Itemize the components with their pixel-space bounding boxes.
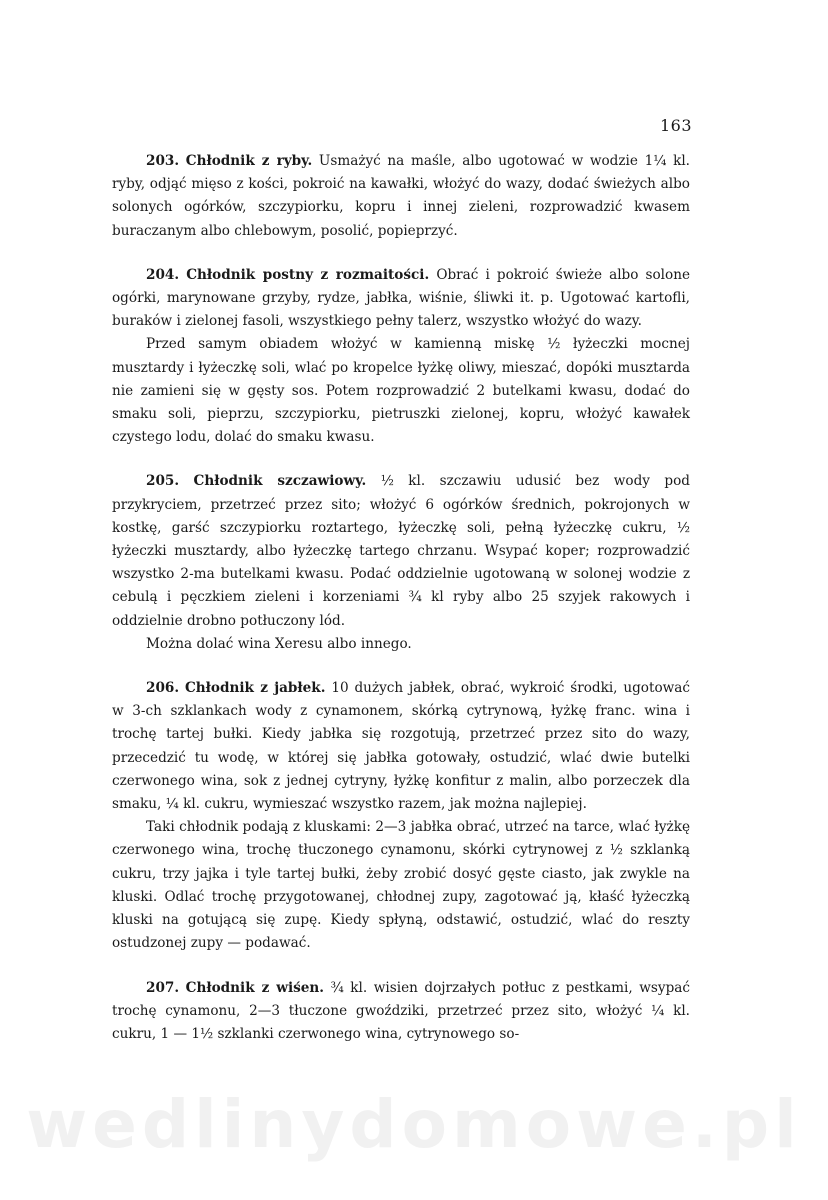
recipe-title: Chłodnik szczawiowy. [193,473,367,490]
recipe-number: 206. [146,680,180,697]
recipe-paragraph [112,150,690,243]
recipe-paragraph [112,977,690,1047]
recipe-number: 205. [146,473,180,490]
page-body [112,150,690,1067]
recipe-title: Chłodnik z jabłek. [184,680,326,697]
recipe-206 [112,677,690,955]
recipe-204 [112,264,690,450]
recipe-text: Obrać i pokroić świeże albo solone ogórki, marynowane grzyby, rydze, jabłka, wiśnie, śliwki it. p. Ugotować kartofli, buraków i zielonej fasoli, wszystkiego pełny talerz, wszystko włożyć do wazy. [112,266,691,330]
recipe-title: Chłodnik z ryby. [185,153,313,169]
recipe-paragraph [112,264,690,334]
recipe-number: 207. [146,979,180,996]
recipe-paragraph: Można dolać wina Xeresu albo innego. [146,635,412,652]
recipe-text: ¾ kl. wisien dojrzałych potłuc z pestkami, wsypać trochę cynamonu, 2—3 tłuczone gwoździki, przetrzeć przez sito, włożyć ¼ kl. cukru, 1 — 1½ szklanki czerwonego wina, cytrynowego so- [112,979,690,1042]
recipe-number: 203. [146,153,180,169]
recipe-number: 204. [146,266,180,283]
page-number: 163 [660,116,693,135]
watermark: wedlinydomowe.pl [26,1086,802,1163]
recipe-207 [112,977,690,1047]
recipe-205 [112,470,690,656]
recipe-text: ½ kl. szczawiu udusić bez wody pod przykryciem, przetrzeć przez sito; włożyć 6 ogórków średnich, pokrojonych w kostkę, garść szczypiorku roztartego, łyżeczkę soli, pełną łyżeczkę cukru, ½ łyżeczki musztardy, albo łyżeczkę tartego chrzanu. Wsypać koper; rozprowadzić wszystko 2-ma butelkami kwasu. Podać oddzielnie ugotowaną w solonej wodzie z cebulą i pęczkiem zieleni i korzeniami ¾ kl ryby albo 25 szyjek rakowych i oddzielnie drobno potłuczony lód. [112,473,690,629]
recipe-paragraph: Taki chłodnik podają z kluskami: 2—3 jabłka obrać, utrzeć na tarce, wlać łyżkę czerwonego wina, trochę tłuczonego cynamonu, skórki cytrynowej z ½ szklanką cukru, trzy jajka i tyle tartej bułki, żeby zrobić dosyć gęste ciasto, jak zwykle na kluski. Odlać trochę przygotowanej, chłodnej zupy, zagotować ją, kłaść łyżeczką kluski na gotującą się zupę. Kiedy spłyną, odstawić, ostudzić, wlać do reszty ostudzonej zupy — podawać. [112,819,690,952]
recipe-text: 10 dużych jabłek, obrać, wykroić środki, ugotować w 3-ch szklankach wody z cynamonem, skórką cytrynową, łyżkę franc. wina i trochę tartej bułki. Kiedy jabłka się rozgotują, przetrzeć przez sito do wazy, przecedzić tu wodę, w której się jabłka gotowały, ostudzić, wlać dwie butelki czerwonego wina, sok z jednej cytryny, łyżkę konfitur z malin, albo porzeczek dla smaku, ¼ kl. cukru, wymieszać wszystko razem, jak można najlepiej. [112,680,690,813]
recipe-title: Chłodnik z wiśen. [185,979,325,996]
recipe-title: Chłodnik postny z rozmaitości. [186,266,430,283]
recipe-paragraph: Przed samym obiadem włożyć w kamienną miskę ½ łyżeczki mocnej musztardy i łyżeczkę soli, wlać po kropelce łyżkę oliwy, mieszać, dopóki musztarda nie zamieni się w gęsty sos. Potem rozprowadzić 2 butelkami kwasu, dodać do smaku soli, pieprzu, szczypiorku, pietruszki zielonej, kopru, włożyć kawałek czystego lodu, dolać do smaku kwasu. [112,336,690,446]
recipe-paragraph [112,470,690,632]
recipe-203 [112,150,690,243]
recipe-text: Usmażyć na maśle, albo ugotować w wodzie 1¼ kl. ryby, odjąć mięso z kości, pokroić na kawałki, włożyć do wazy, dodać świeżych albo solonych ogórków, szczypiorku, kopru i innej zieleni, rozprowadzić kwasem buraczanym albo chlebowym, posolić, popieprzyć. [112,153,690,239]
recipe-paragraph [112,677,690,816]
